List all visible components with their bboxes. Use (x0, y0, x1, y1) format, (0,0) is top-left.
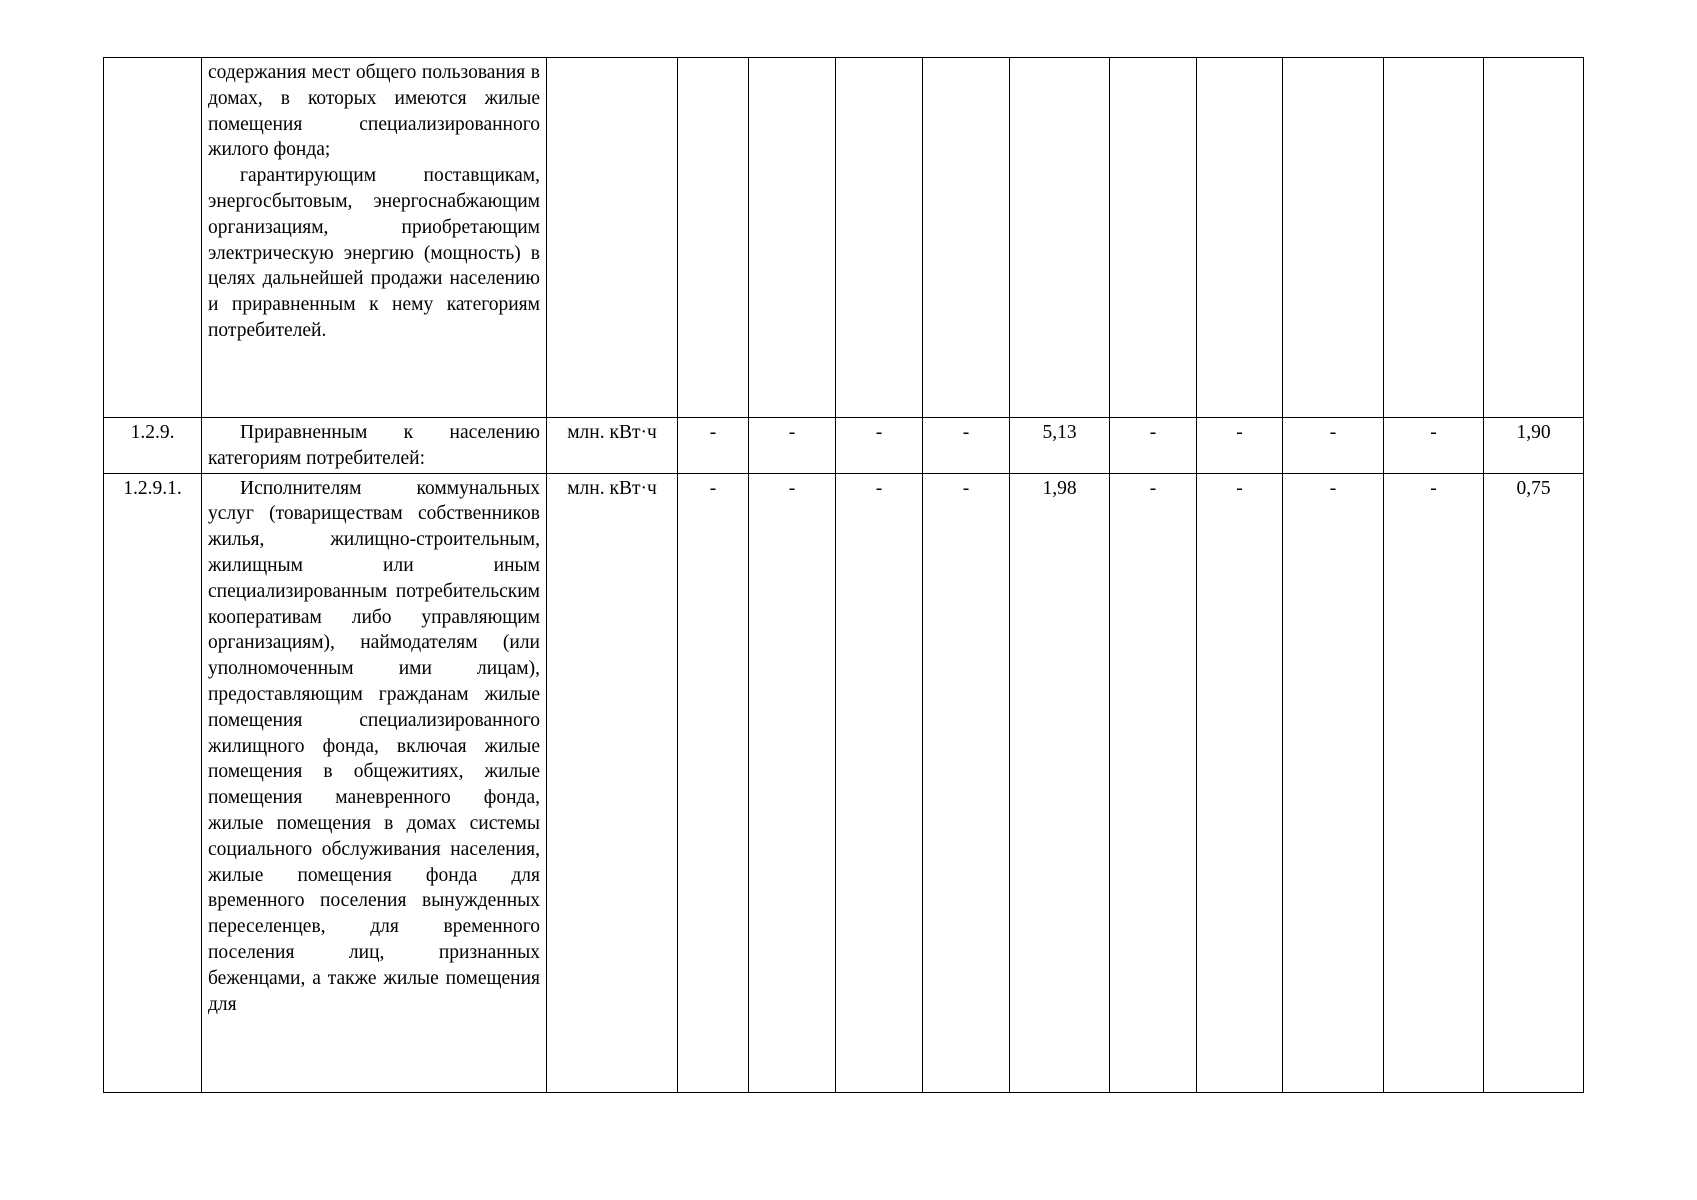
value-cell (1283, 58, 1384, 418)
value-cell: 5,13 (1010, 418, 1110, 474)
value-cell (1110, 58, 1197, 418)
description-paragraph: содержания мест общего пользования в домах, в которых имеются жилые помещения специализированного жилого фонда; (208, 62, 540, 161)
description-paragraph: гарантирующим поставщикам, энергосбытовым, энергоснабжающим организациям, приобретающим электрическую энергию (мощность) в целях дальнейшей продажи населению и приравненным к нему категориям потребителей. (208, 165, 540, 341)
value-cell (1484, 58, 1584, 418)
value-cell (1384, 58, 1484, 418)
table-row (104, 473, 1584, 1092)
row-unit (547, 58, 678, 418)
value-cell: - (836, 473, 923, 1092)
value-cell: - (1283, 418, 1384, 474)
description-paragraph: Приравненным к населению категориям потребителей: (208, 422, 540, 469)
row-unit: млн. кВт·ч (547, 473, 678, 1092)
row-number: 1.2.9. (104, 418, 202, 474)
value-cell: - (1283, 473, 1384, 1092)
value-cell: - (1197, 418, 1283, 474)
value-cell (749, 58, 836, 418)
value-cell: - (923, 473, 1010, 1092)
value-cell: 0,75 (1484, 473, 1584, 1092)
tariff-table (103, 57, 1584, 1093)
value-cell: 1,90 (1484, 418, 1584, 474)
row-description (202, 58, 547, 418)
value-cell (1010, 58, 1110, 418)
table-row (104, 418, 1584, 474)
value-cell: - (678, 473, 749, 1092)
value-cell (1197, 58, 1283, 418)
value-cell: - (1384, 418, 1484, 474)
row-number: 1.2.9.1. (104, 473, 202, 1092)
value-cell (923, 58, 1010, 418)
value-cell (678, 58, 749, 418)
value-cell: - (1197, 473, 1283, 1092)
row-number (104, 58, 202, 418)
value-cell: - (923, 418, 1010, 474)
value-cell: - (836, 418, 923, 474)
value-cell: - (1384, 473, 1484, 1092)
row-description (202, 473, 547, 1092)
row-unit: млн. кВт·ч (547, 418, 678, 474)
value-cell: - (1110, 418, 1197, 474)
value-cell (836, 58, 923, 418)
description-paragraph: Исполнителям коммунальных услуг (товариществам собственников жилья, жилищно-строительным, жилищным или иным специализированным потребительским кооперативам либо управляющим организациям), наймодателям (или уполномоченным ими лицам), предоставляющим гражданам жилые помещения специализированного жилищного фонда, включая жилые помещения в общежитиях, жилые помещения маневренного фонда, жилые помещения в домах системы социального обслуживания населения, жилые помещения фонда для временного поселения вынужденных переселенцев, для временного поселения лиц, признанных беженцами, а также жилые помещения для (208, 477, 540, 1015)
value-cell: - (749, 473, 836, 1092)
table-row (104, 58, 1584, 418)
value-cell: 1,98 (1010, 473, 1110, 1092)
value-cell: - (1110, 473, 1197, 1092)
row-description (202, 418, 547, 474)
value-cell: - (749, 418, 836, 474)
value-cell: - (678, 418, 749, 474)
